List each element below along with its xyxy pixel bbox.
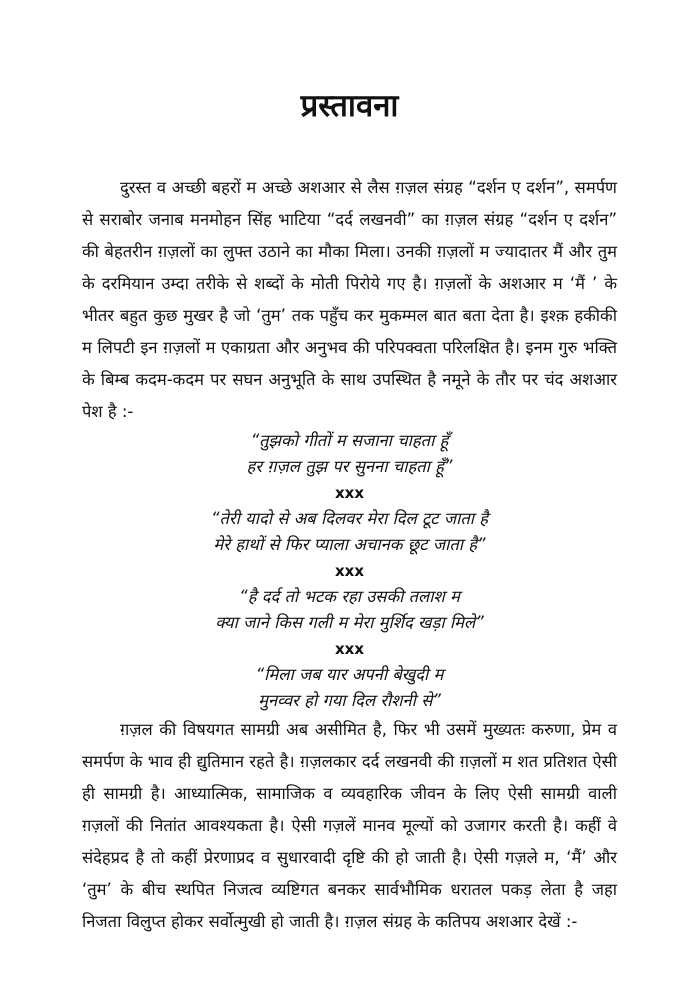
verse-separator: xxx: [334, 562, 365, 580]
verse-1-line-1: “तुझको गीतों म सजाना चाहता हूँ: [250, 431, 449, 450]
verse-block: [82, 428, 617, 714]
verse-2-line-2: मेरे हाथों से फिर प्याला अचानक छूट जाता है”: [213, 535, 486, 554]
intro-paragraph: दुरस्त व अच्छी बहरों म अच्छे अशआर से लैस ग़ज़ल संग्रह “दर्शन ए दर्शन”, समर्पण से सराबोर जनाब मनमोहन सिंह भाटिया “दर्द लखनवी” का ग़ज़ल संग्रह “दर्शन ए दर्शन” की बेहतरीन ग़ज़लों का लुफ्त उठाने का मौका मिला। उनकी ग़ज़लों म ज्यादातर मैं और तुम के दरमियान उम्दा तरीके से शब्दों के मोती पिरोये गए है। ग़ज़लों के अशआर म ‘मैं ’ के भीतर बहुत कुछ मुखर है जो ‘तुम’ तक पहुँच कर मुकम्मल बात बता देता है। इश्क़ हकीकी म लिपटी इन ग़ज़लों म एकाग्रता और अनुभव की परिपक्वता परिलक्षित है। इनम गुरु भक्ति के बिम्ब कदम-कदम पर सघन अनुभूति के साथ उपस्थित है नमूने के तौर पर चंद अशआर पेश है :-: [82, 178, 617, 421]
verse-2-line-1: “तेरी यादो से अब दिलवर मेरा दिल टूट जाता है: [210, 509, 489, 528]
verse-4-line-1: “मिला जब यार अपनी बेखुदी म: [255, 665, 444, 684]
page-title: प्रस्तावना: [300, 88, 399, 124]
second-paragraph: ग़ज़ल की विषयगत सामग्री अब असीमित है, फिर भी उसमें मुख्यतः करुणा, प्रेम व समर्पण के भाव ही द्युतिमान रहते है। ग़ज़लकार दर्द लखनवी की ग़ज़लों म शत प्रतिशत ऐसी ही सामग्री है। आध्यात्मिक, सामाजिक व व्यवहारिक जीवन के लिए ऐसी सामग्री वाली ग़ज़लों की नितांत आवश्यकता है। ऐसी गज़लें मानव मूल्यों को उजागर करती है। कहीं वे संदेहप्रद है तो कहीं प्रेरणाप्रद व सुधारवादी दृष्टि की हो जाती है। ऐसी गज़ले म, ‘मैं’ और ‘तुम’ के बीच स्थपित निजत्व व्यष्टिगत बनकर सार्वभौमिक धरातल पकड़ लेता है जहा निजता विलुप्त होकर सर्वोत्मुखी हो जाती है। ग़ज़ल संग्रह के कतिपय अशआर देखें :-: [82, 720, 617, 931]
verse-3-line-1: “है दर्द तो भटक रहा उसकी तलाश म: [239, 587, 460, 606]
verse-separator: xxx: [334, 640, 365, 658]
verse-separator: xxx: [334, 484, 365, 502]
verse-1-line-2: हर ग़ज़ल तुझ पर सुनना चाहता हूँ”: [246, 457, 453, 476]
verse-4-line-2: मुनव्वर हो गया दिल रौशनी से”: [258, 691, 441, 710]
verse-3-line-2: क्या जाने किस गली म मेरा मुर्शिद खड़ा मिले”: [215, 613, 484, 632]
